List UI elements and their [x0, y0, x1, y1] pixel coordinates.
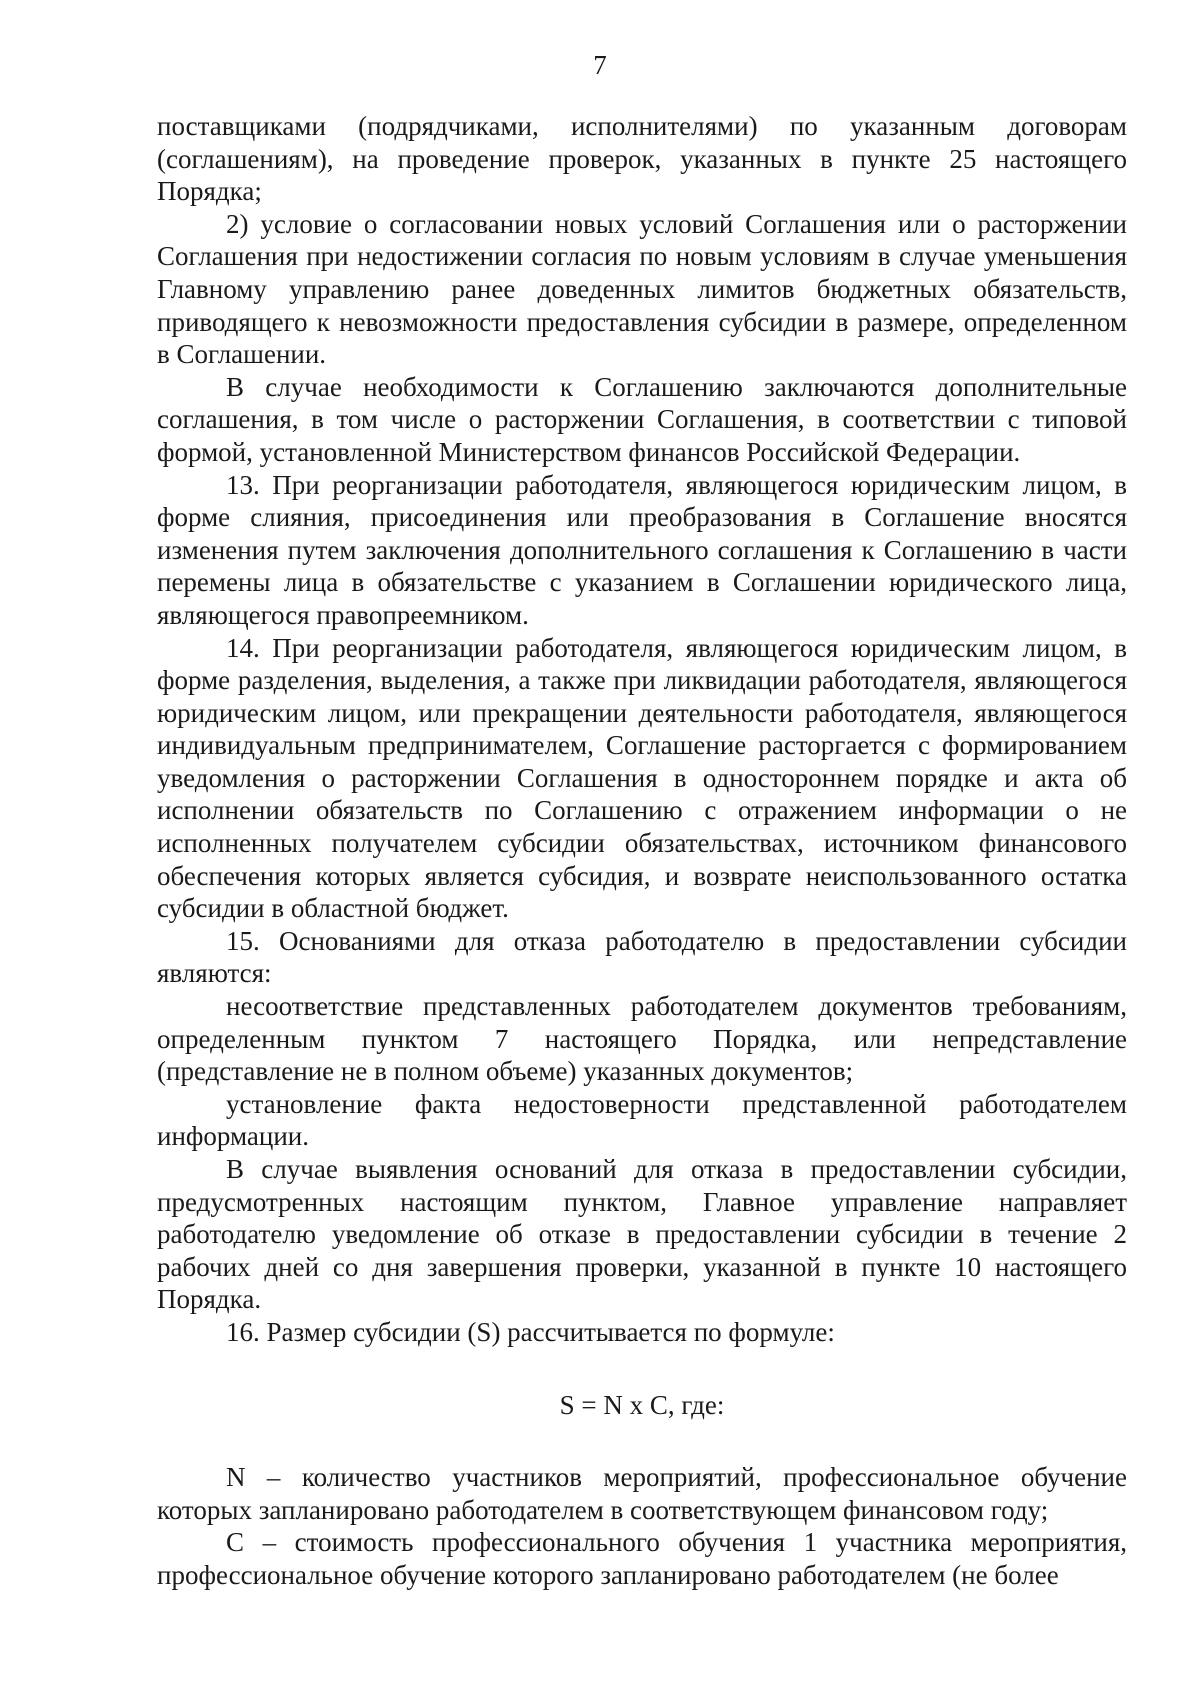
paragraph-refusal-ground-1: несоответствие представленных работодателем документов требованиям, определенным пунктом 7 настоящего Порядка, или непредставление (представление не в полном объеме) указанных документов;: [157, 991, 1127, 1087]
paragraph-item-15: 15. Основаниями для отказа работодателю в предоставлении субсидии являются:: [157, 925, 1127, 989]
paragraph-condition-2: 2) условие о согласовании новых условий Соглашения или о расторжении Соглашения при недостижении согласия по новым условиям в случае уменьшения Главному управлению ранее доведенных лимитов бюджетных обязательств, приводящего к невозможности предоставления субсидии в размере, определенном в Соглашении.: [157, 208, 1127, 370]
page-number: 7: [593, 50, 607, 80]
paragraph-definition-n: N – количество участников мероприятий, профессиональное обучение которых запланировано работодателем в соответствующем финансовом году;: [157, 1462, 1127, 1525]
paragraph-item-16: 16. Размер субсидии (S) рассчитывается по формуле:: [226, 1316, 835, 1347]
paragraph-refusal-ground-2: установление факта недостоверности представленной работодателем информации.: [157, 1088, 1127, 1152]
paragraph-item-14: 14. При реорганизации работодателя, являющегося юридическим лицом, в форме разделения, выделения, а также при ликвидации работодателя, являющегося юридическим лицом, или прекращении деятельности работодателя, являющегося индивидуальным предпринимателем, Соглашение расторгается с формированием уведомления о расторжении Соглашения в одностороннем порядке и акта об исполнении обязательств по Соглашению с отражением информации о не исполненных получателем субсидии обязательствах, источником финансового обеспечения которых является субсидия, и возврате неиспользованного остатка субсидии в областной бюджет.: [157, 632, 1127, 924]
paragraph-suppliers-continuation: поставщиками (подрядчиками, исполнителями) по указанным договорам (соглашениям), на проведение проверок, указанных в пункте 25 настоящего Порядка;: [157, 111, 1127, 207]
paragraph-definition-c: C – стоимость профессионального обучения 1 участника мероприятия, профессиональное обучение которого запланировано работодателем (не более: [157, 1527, 1127, 1590]
document-body: [157, 110, 1127, 1592]
paragraph-refusal-notice: В случае выявления оснований для отказа в предоставлении субсидии, предусмотренных настоящим пунктом, Главное управление направляет работодателю уведомление об отказе в предоставлении субсидии в течение 2 рабочих дней со дня завершения проверки, указанной в пункте 10 настоящего Порядка.: [157, 1154, 1127, 1315]
formula: S = N x C, где:: [559, 1389, 725, 1420]
paragraph-additional-agreements: В случае необходимости к Соглашению заключаются дополнительные соглашения, в том числе о расторжении Соглашения, в соответствии с типовой формой, установленной Министерством финансов Российской Федерации.: [157, 371, 1127, 467]
paragraph-item-13: 13. При реорганизации работодателя, являющегося юридическим лицом, в форме слияния, присоединения или преобразования в Соглашение вносятся изменения путем заключения дополнительного соглашения к Соглашению в части перемены лица в обязательстве с указанием в Соглашении юридического лица, являющегося правопреемником.: [157, 469, 1127, 630]
